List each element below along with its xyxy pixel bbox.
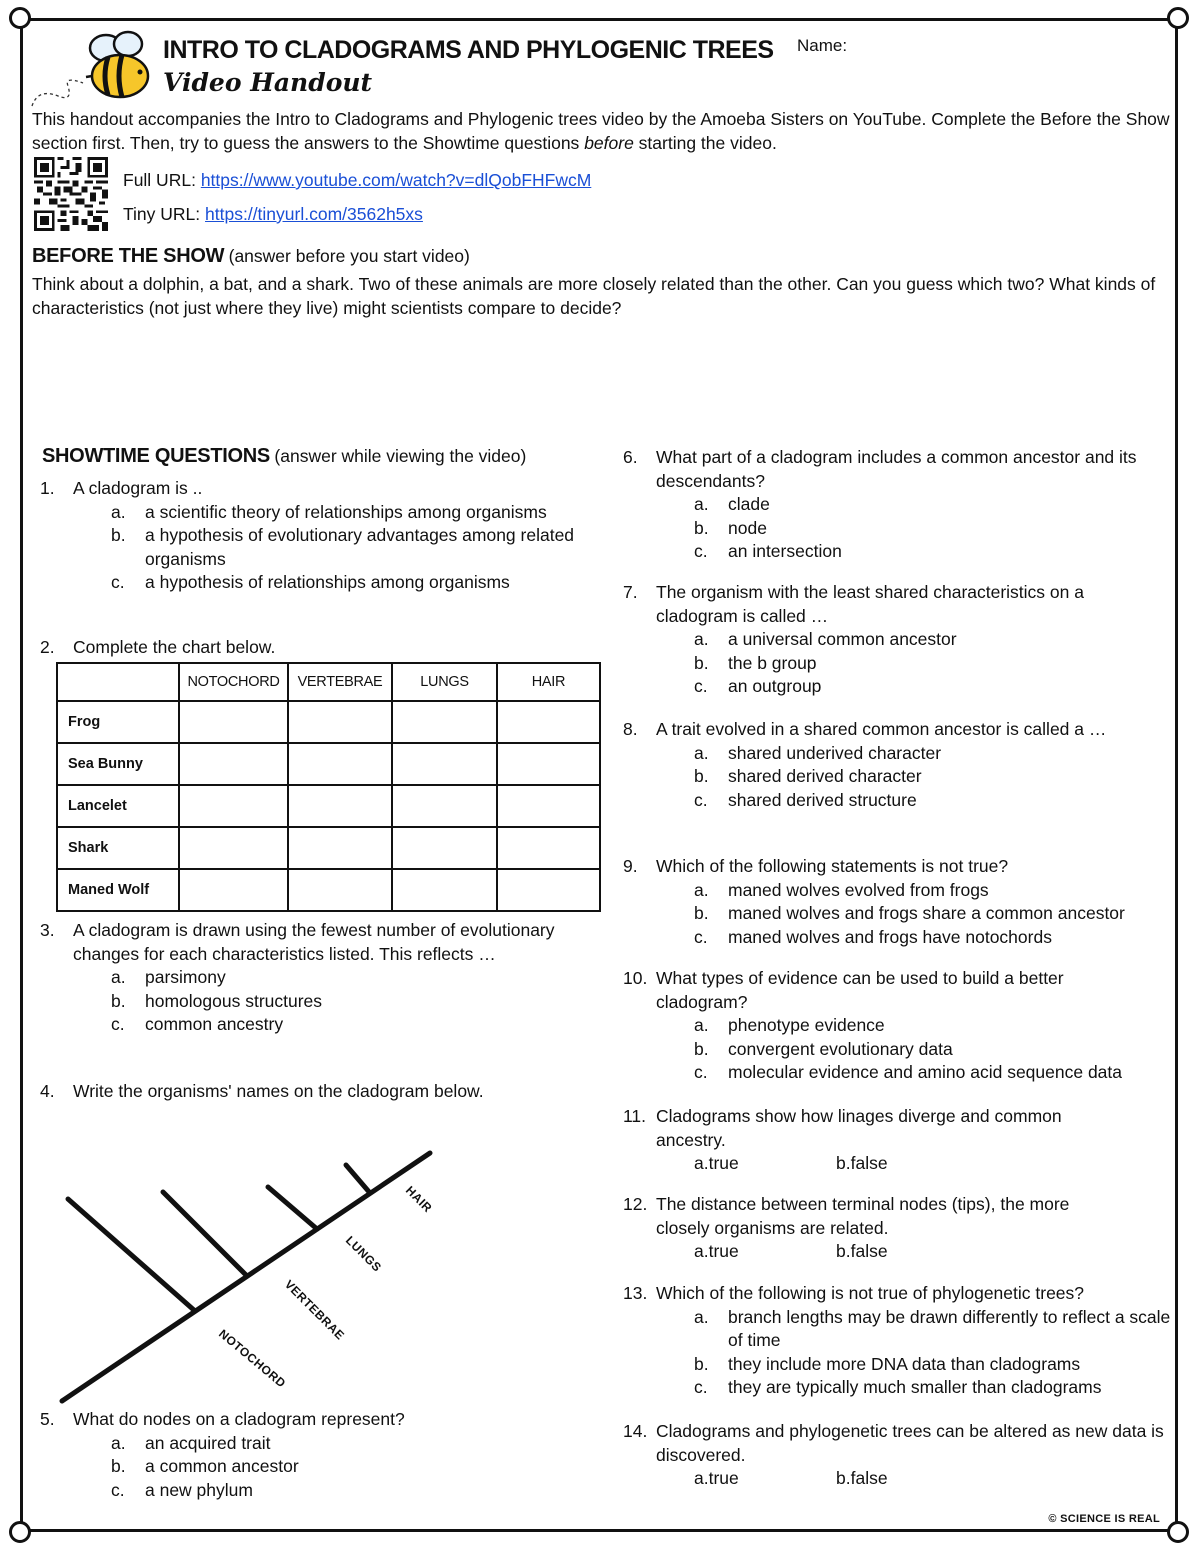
answer-cell[interactable] [392,827,497,869]
cladogram-label-vertebrae: VERTEBRAE [281,1277,348,1343]
full-url-link[interactable]: https://www.youtube.com/watch?v=dlQobFHFwcM [200,170,592,190]
answer-option[interactable]: c. a new phylum [111,1479,253,1500]
cladogram-branch [163,1192,247,1276]
answer-option[interactable]: a. parsimony [111,967,226,987]
organism-cell: Lancelet [57,785,179,827]
answer-option[interactable]: c. they are typically much smaller than cladograms [694,1377,1102,1397]
traits-chart-table [56,662,601,912]
answer-option[interactable]: b. they include more DNA data than cladograms [694,1353,1081,1374]
question-11: 11. Cladograms show how linages diverge and common ancestry. a. true b. false [623,1105,1143,1176]
table-column-header: VERTEBRAE [288,663,392,701]
table-column-header: NOTOCHORD [179,663,288,701]
question-6: 6. What part of a cladogram includes a common ancestor and its descendants? a. clade b. node c. an intersection [623,446,1173,564]
answer-option[interactable]: b. node [694,517,767,538]
answer-cell[interactable] [288,869,392,911]
page-subtitle: Video Handout [163,68,373,97]
cladogram-label-notochord: NOTOCHORD [216,1326,289,1391]
answer-option[interactable]: b. false [836,1153,888,1173]
question-10: 10. What types of evidence can be used to build a better cladogram? a. phenotype evidence b. convergent evolutionary data c. molecular evidence and amino acid sequence data [623,967,1178,1085]
answer-cell[interactable] [288,827,392,869]
cladogram-branch [268,1187,317,1229]
table-row [57,785,600,827]
tiny-url-link[interactable]: https://tinyurl.com/3562h5xs [205,204,423,224]
answer-cell[interactable] [179,869,288,911]
corner-circle [1167,7,1189,29]
full-url-row: Full URL: https://www.youtube.com/watch?v=dlQobFHFwcM [123,170,592,190]
answer-cell[interactable] [179,701,288,743]
answer-option[interactable]: a. clade [694,494,770,514]
answer-option[interactable]: c. an outgroup [694,676,822,696]
answer-option[interactable]: c. shared derived structure [694,789,917,810]
answer-cell[interactable] [392,869,497,911]
answer-option[interactable]: c. an intersection [694,541,842,561]
bee-icon [28,28,158,108]
answer-cell[interactable] [497,785,600,827]
answer-option[interactable]: a. phenotype evidence [694,1015,885,1035]
cladogram-label-lungs: LUNGS [342,1233,385,1275]
table-row [57,827,600,869]
question-4: 4. Write the organisms' names on the cladogram below. [40,1081,484,1101]
cladogram-branch [68,1199,195,1311]
answer-option[interactable]: a. a universal common ancestor [694,629,957,649]
answer-cell[interactable] [392,701,497,743]
organism-cell: Sea Bunny [57,743,179,785]
answer-option[interactable]: c. molecular evidence and amino acid sequence data [694,1062,1123,1082]
question-7: 7. The organism with the least shared characteristics on a cladogram is called … a. a universal common ancestor b. the b group c. an outgroup [623,581,1143,699]
answer-option[interactable]: a. shared underived character [694,742,942,763]
question-5: 5. What do nodes on a cladogram represent? a. an acquired trait b. a common ancestor c. a new phylum [40,1408,585,1502]
before-show-prompt: Think about a dolphin, a bat, and a shark. Two of these animals are more closely related than the other. Can you guess which two? What kinds of characteristics (not just where they live) might scientists compare to decide? [32,274,1156,318]
answer-option[interactable]: a. an acquired trait [111,1432,271,1453]
answer-option[interactable]: b. false [836,1468,888,1488]
answer-option[interactable]: a. a scientific theory of relationships among organisms [111,501,547,522]
answer-option[interactable]: a. true [694,1241,739,1261]
answer-cell[interactable] [497,743,600,785]
corner-circle [9,7,31,29]
answer-option[interactable]: b. shared derived character [694,766,922,786]
copyright-footer: © SCIENCE IS REAL [1048,1513,1160,1525]
answer-option[interactable]: b. convergent evolutionary data [694,1038,953,1059]
answer-option[interactable]: c. a hypothesis of relationships among organisms [111,572,510,592]
table-column-header: HAIR [497,663,600,701]
answer-option[interactable]: b. homologous structures [111,990,323,1011]
organism-cell: Maned Wolf [57,869,179,911]
table-row [57,743,600,785]
showtime-heading: SHOWTIME QUESTIONS (answer while viewing the video) [42,445,527,467]
answer-option[interactable]: b. the b group [694,652,817,673]
intro-paragraph: This handout accompanies the Intro to Cladograms and Phylogenic trees video by the Amoeba Sisters on YouTube. Complete the Before the Show section first. Then, try to guess the answers to the Showtime questions before starting the video. [32,109,1170,153]
question-1: 1. A cladogram is .. a. a scientific theory of relationships among organisms b. a hypothesis of evolutionary advantages among related organisms c. a hypothesis of relationships among organisms [40,477,580,595]
answer-option[interactable]: b. false [836,1241,888,1261]
answer-cell[interactable] [392,743,497,785]
question-2: 2. Complete the chart below. [40,637,276,657]
answer-option[interactable]: c. common ancestry [111,1014,284,1034]
answer-option[interactable]: a. true [694,1468,739,1488]
before-show-heading: BEFORE THE SHOW (answer before you start video) [32,245,470,267]
answer-cell[interactable] [497,827,600,869]
answer-option[interactable]: a. maned wolves evolved from frogs [694,879,989,900]
answer-option[interactable]: b. a common ancestor [111,1456,299,1476]
question-9: 9. Which of the following statements is not true? a. maned wolves evolved from frogs b. maned wolves and frogs share a common ancestor c. maned wolves and frogs have notochords [623,855,1178,949]
answer-cell[interactable] [497,869,600,911]
table-row [57,701,600,743]
answer-option[interactable]: a. true [694,1153,739,1173]
answer-cell[interactable] [288,785,392,827]
answer-cell[interactable] [392,785,497,827]
answer-cell[interactable] [179,827,288,869]
answer-cell[interactable] [179,785,288,827]
cladogram-branch [346,1165,370,1193]
answer-cell[interactable] [179,743,288,785]
qr-code-icon [34,157,108,231]
tiny-url-row: Tiny URL: https://tinyurl.com/3562h5xs [123,204,423,224]
answer-option[interactable]: b. maned wolves and frogs share a common ancestor [694,903,1125,923]
page-title: INTRO TO CLADOGRAMS AND PHYLOGENIC TREES [163,36,774,64]
table-row [57,869,600,911]
question-8: 8. A trait evolved in a shared common ancestor is called a … a. shared underived character b. shared derived character c. shared derived structure [623,718,1143,812]
question-12: 12. The distance between terminal nodes (tips), the more closely organisms are related. a. true b. false [623,1193,1143,1264]
answer-cell[interactable] [288,701,392,743]
corner-circle [1167,1521,1189,1543]
cladogram-diagram [50,1135,470,1410]
organism-cell: Shark [57,827,179,869]
table-column-header: LUNGS [392,663,497,701]
answer-option[interactable]: c. maned wolves and frogs have notochords [694,926,1052,947]
corner-circle [9,1521,31,1543]
question-14: 14. Cladograms and phylogenetic trees can be altered as new data is discovered. a. true b. false [623,1420,1168,1491]
name-field-label: Name: [797,36,848,55]
organism-cell: Frog [57,701,179,743]
question-13: 13. Which of the following is not true of phylogenetic trees? a. branch lengths may be drawn differently to reflect a scale of time b. they include more DNA data than cladograms c. they are typically much smaller than cladograms [623,1282,1178,1400]
answer-cell[interactable] [288,743,392,785]
answer-option[interactable]: b. a hypothesis of evolutionary advantages among related organisms [111,525,575,569]
answer-option[interactable]: a. branch lengths may be drawn differently to reflect a scale of time [694,1306,1171,1350]
question-3: 3. A cladogram is drawn using the fewest number of evolutionary changes for each characteristics listed. This reflects … a. parsimony b. homologous structures c. common ancestry [40,919,585,1037]
answer-cell[interactable] [497,701,600,743]
cladogram-label-hair: HAIR [402,1183,435,1216]
